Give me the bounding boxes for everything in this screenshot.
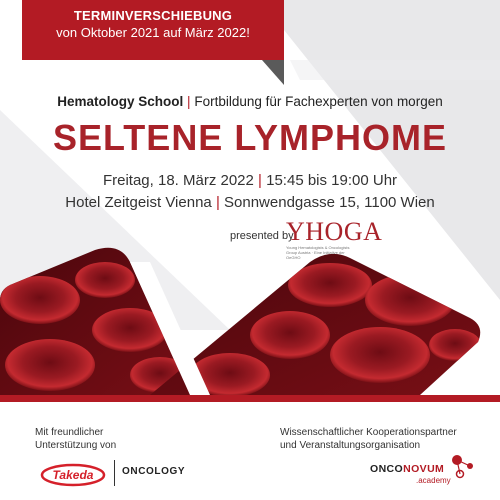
reschedule-banner [22,0,284,60]
takeda-logo [40,462,106,488]
separator: | [258,172,262,189]
separator: | [187,94,191,109]
red-divider-line [0,395,500,402]
sponsor-note: Mit freundlicher Unterstützung von [35,427,117,451]
event-date: Freitag, 18. März 2022 [102,172,254,189]
event-venue: Hotel Zeitgeist Vienna [65,194,212,211]
separator: | [215,194,220,211]
logo-divider [114,460,115,486]
yhoga-logo [286,219,382,260]
onconovum-academy: .academy [416,476,451,485]
banner-shadow [262,60,284,85]
banner-heading: TERMINVERSCHIEBUNG [73,8,233,23]
banner-subheading: von Oktober 2021 auf März 2022! [56,25,250,40]
tagline: Fortbildung für Fachexperten von morgen [194,94,443,109]
event-datetime [0,172,500,189]
partner-note: Wissenschaftlicher Kooperationspartner und Veranstaltungsorganisation [280,427,457,451]
school-name: Hematology School [57,94,184,109]
presented-by-label: presented by [230,230,294,242]
onconovum-logo: ONCONOVUM [370,463,445,475]
event-time: 15:45 bis 19:00 Uhr [266,172,398,189]
oncology-label: ONCOLOGY [122,466,186,477]
yhoga-logo-subtext: Young Hematologists & Oncologists Group Austria · Eine Initiative der OeGHO [286,245,350,260]
takeda-logo-text: Takeda [52,468,94,482]
onconovum-mark-icon [448,452,478,482]
page-title: SELTENE LYMPHOME [52,117,448,158]
event-subtitle [0,94,500,109]
event-location [0,194,500,211]
yhoga-logo-text: YHOGA [286,217,383,246]
event-address: Sonnwendgasse 15, 1100 Wien [224,194,435,211]
